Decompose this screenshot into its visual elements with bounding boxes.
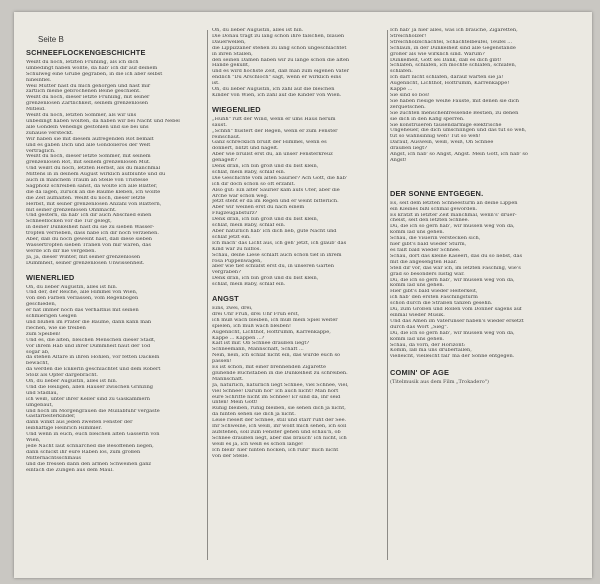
lyric-line: Es, seit dem letzten Schneesturm an deine Lippen: [390, 200, 518, 206]
lyric-line: schlaf, mein Baby, schlaf ein.: [212, 169, 286, 175]
lyric-line: komm lad uns gehen.: [390, 283, 445, 289]
lyric-line: da werden die Enkerln geschlachtet und dem Robert: [26, 367, 161, 373]
lyric-line: Aber wie brüllst erst du, an unser Fensterkreuz: [212, 152, 333, 158]
lyric-line: spielen, ich muß wach bleiben!: [212, 323, 291, 329]
lyric-line: Dummheit, seiner grenzenlosen Unwissenheit.: [26, 260, 145, 266]
lyric-line: Ruhig bleiben, ruhig bleiben, sie sehen dich ja nicht,: [212, 406, 346, 412]
lyric-line: und die fressen dann den armen Schweinen ganz: [26, 461, 152, 467]
lyric-line: von der Stelle.: [212, 453, 249, 459]
lyric-line: und Stadlau,: [26, 390, 59, 396]
lyric-line: mit seiner grenzenlosen Ohnmacht.: [26, 207, 117, 213]
lyric-line: Kinder von Wien, ich zähl auf die Kinder von Wien.: [212, 92, 342, 98]
column-divider: [387, 30, 388, 560]
lyric-line: schlafen.: [390, 69, 413, 75]
lyric-line: dann winkt aus jeden zweiten Fenster der: [26, 420, 133, 426]
lyric-line: endlich "Du Arschloch" sagt, wenn er wirklich eins: [212, 75, 342, 81]
lyric-line: schmierigen Geigen: [26, 314, 77, 320]
lyric-line: Weißt du noch, dieser letzte Sommer, mit seinem: [26, 154, 151, 160]
lyric-line: grenzenlosen Rot, mit seinem grenzenlosen Mut.: [26, 160, 151, 166]
lyric-line: Wassertropfen sieben Tränen von mir waren, das: [26, 243, 151, 248]
song-lyrics: [390, 201, 580, 360]
lyric-line: Kappe ...: [390, 87, 413, 93]
lyric-line: Jetzt steht er da im Regen und er weint bitterlich.: [212, 199, 339, 205]
lyric-line: zärtlich meine gebrochenen Beine geschient.: [26, 89, 141, 95]
lyric-line: mit die angesengten Haar.: [390, 259, 458, 265]
lyric-line: Und die Heiligen, allen Häuser zwischen Grinzing: [26, 384, 153, 390]
lyric-line: Gastarbeiterkinder,: [26, 414, 76, 420]
song-title: DER SONNE ENTGEGEN.: [390, 188, 484, 198]
lyric-line: zuhause versteckt.: [26, 130, 74, 136]
lyric-line: hier gibt's bald wieder Sturm,: [390, 242, 467, 248]
song-lyrics: [390, 28, 580, 164]
lyric-line: riechen, wie sie treiben: [26, 325, 86, 331]
song-title: WIEGENLIED: [212, 104, 261, 114]
song-subtitle: (Titelmusik aus dem Film „Trokadero"): [390, 379, 490, 386]
lyric-line: die da lagen, zurück an die Bäume kleben, ich wollte: [26, 189, 161, 195]
lyric-line: schlaf, mein Baby, schlaf ein.: [212, 223, 286, 229]
lyric-line: Oh, du lieber Augustin, alles ist hin.: [26, 379, 118, 385]
lyric-line: Schau, die Visierin verstecken sich,: [390, 236, 481, 242]
lyric-line: Sie konstruieren tausendarmige elektrische: [390, 122, 502, 128]
lyric-line: genagelt?: [212, 158, 237, 164]
lyric-line: geschieden,: [26, 302, 57, 308]
lyric-line: drei Uhr Früh, drei Uhr Früh erst,: [212, 311, 300, 317]
song-lyrics: [212, 117, 386, 288]
lyric-line: Du, die ich so gern hab', wir müssen weg von da,: [390, 330, 515, 336]
lyric-line: Und weißt du noch, letzten Herbst, als du manchmal: [26, 166, 161, 172]
lyric-line: Mitleid.: [26, 107, 46, 113]
lyric-line: alle Gondeln Venedigs gestohlen und sie bei uns: [26, 124, 149, 130]
lyric-line: Stolz als Opfer dargebracht.: [26, 373, 99, 379]
lyric-line: da hinten sehen sie dich ja nicht.: [212, 412, 296, 418]
lyric-line: Streichhölzer!: [390, 33, 427, 39]
song-title: ANGST: [212, 294, 239, 304]
lyric-line: von den Farben verlassen, vom Regenbogen: [26, 296, 139, 302]
lyric-line: glühende Buchstaben in die Dunkelheit zu schreiben.: [212, 370, 348, 376]
lyric-line: den seinen Damen haben wir zu lange schon die alten: [212, 57, 350, 63]
lyric-line: komm lad uns gehen.: [390, 230, 445, 236]
lyric-line: unbedingt haben wollten, da haben wir bei Nacht und Nebel: [26, 118, 180, 124]
lyric-line: Sie züchten menschenfressende Bestien, zu denen: [390, 110, 519, 116]
lyric-line: Aber, daß du noch geweint hast, daß diese sieben: [26, 237, 153, 243]
lyric-line: ich weiß, unter ihrer Keller sind zu Gaskammern: [26, 396, 151, 402]
lyric-line: Sie sind so bös!: [390, 92, 430, 98]
lyric-line: Denk dran, ich bin groß und du bist klein,: [212, 217, 319, 223]
lyric-line: Du, die ich so gern hab', wir müssen weg von da,: [390, 224, 515, 230]
lyric-line: Nein, nein, ich schlaf nicht ein, das würde euch so: [212, 353, 341, 359]
lyric-line: Und es, die alten, bleichen Menschen dieser Stadt,: [26, 337, 156, 343]
lyric-line: reinschaut.: [212, 134, 241, 140]
lyric-line: Wir haben sie mit diesem aufregenden Rot bemalt: [26, 136, 154, 142]
column-2: [212, 28, 386, 578]
lyric-line: sogar ab,: [26, 349, 50, 355]
lyric-line: in deiner Dunkelheit hast du sie zu sieben Wasser-: [26, 225, 155, 231]
lyric-line: Augenlicht, Lichthof, Hoftrumm, Karrenkappe!: [390, 81, 510, 87]
lyric-line: jede Nacht laut schnarched die Besoffenen liegen,: [26, 444, 154, 449]
song-lyrics: [212, 306, 386, 460]
lyric-line: Weißt du noch, letzten Sommer, als wir uns: [26, 113, 137, 119]
song-lyrics: [212, 28, 386, 99]
lyric-line: Schlafen, schlafen, ich möchte schlafen, schlafen,: [390, 63, 517, 69]
lyric-line: ein Kleines bißl schmal geworden.: [390, 206, 478, 212]
lyric-line: schlaf, mein Baby, schlaf ein.: [212, 282, 286, 288]
lyric-line: Sägpholz schreiben sahst, da wollte ich alle Blätter,: [26, 183, 158, 189]
side-label: Seite B: [38, 35, 64, 44]
lyric-line: auch in manchem Traum an Stelle von Tristesse: [26, 178, 149, 184]
lyric-line: schlaf jetzt ein.: [212, 234, 251, 240]
lyric-line: zerquetschen.: [390, 104, 426, 110]
lyric-line: größer als wie wirklich sind. Warum?: [390, 51, 485, 57]
lyric-line: und hoch im Morgengrauen die Müllabfuhr vergaste: [26, 408, 160, 414]
lyric-line: Ich hab' ja hier alles, was ich brauche, Zigaretten,: [390, 28, 518, 33]
lyric-line: Flugzeugabsturz?: [212, 211, 258, 217]
lyric-line: donnert, blitzt und hagelt.: [212, 146, 279, 152]
song-lyrics: [26, 285, 202, 474]
lyric-line: „Schhh" flüstert der Regen, wenn er zum Fenster: [212, 128, 338, 134]
lyric-line: Hier gibt's bald wieder Helterkeit,: [390, 289, 478, 295]
lyric-line: Aber natürlich hab' ich dich lieb, gute Nacht und: [212, 229, 337, 234]
lyric-sheet: [14, 12, 592, 578]
lyric-line: aufstehen, soll zum Fenster gehen und schau'n, ob: [212, 430, 341, 435]
lyric-line: passen!: [212, 359, 232, 365]
lyric-line: Angst!: [390, 157, 407, 163]
lyric-line: Schau, da vorn, der Horizont:: [390, 342, 466, 348]
column-divider: [207, 30, 208, 560]
lyric-line: Herbst, mit seiner grenzenlosen Anzahl von Blättern,: [26, 201, 162, 207]
lyric-line: Du, zum Großen und Rollen vom Donner sagens auf: [390, 307, 522, 313]
lyric-line: saust.: [212, 122, 227, 128]
lyric-line: tropfen verrieben, dass habe ich dir noch verziehen.: [26, 231, 159, 237]
lyric-line: Ja, ja, dieser Winter, mit seiner grenzenlosen: [26, 254, 141, 260]
lyric-line: Und gestern, da hab' ich dir auch Abschied einen: [26, 213, 152, 219]
lyric-line: vielleicht, vielleicht fall' ma der Sonne entgegen.: [390, 354, 515, 360]
lyric-line: Ja, natürlich, natürlich liegt Schnee, viel Schnee, viel,: [212, 382, 349, 388]
lyric-line: Weißt du noch, dieser letzte Frühling, mit seiner: [26, 95, 150, 101]
lyric-line: die Zeit aufhalten. Weißt du noch, dieser letzte: [26, 195, 146, 201]
lyric-line: Kind war zu hilflos.: [212, 246, 261, 252]
lyric-line: Stell dir vor, das war ich, im letzten Fasching, wie's: [390, 265, 521, 271]
lyric-line: vor ihrem Hab und ihrer Dummheit haut der Tod: [26, 343, 151, 349]
lyric-line: ich dir doch schon so oft erzählt.: [212, 181, 296, 187]
lyric-line: Kappe ... Kappen ...?: [212, 335, 265, 341]
lyric-line: Und der, der Reiche, alle Himmel von Wien,: [26, 290, 138, 296]
lyric-line: Streichholzschachtel, Schachtelbeufel, Teufel ...: [390, 39, 513, 45]
lyric-line: rosa Puppenwagen,: [212, 258, 262, 264]
lyric-line: Eins, zwei, drei,: [212, 305, 253, 311]
lyric-line: Dauerwellen,: [212, 39, 246, 45]
lyric-line: Ich darf nicht schlafen, darauf warten sie ja!: [390, 75, 504, 81]
lyric-line: und es wird höchste Zeit, daß man zum eigenen Vater: [212, 69, 350, 75]
lyric-line: Es kratzt in letzter Zeit manchmal, wenn's' drüer-: [390, 212, 517, 218]
lyric-line: da stehen Altare in ihren Höhlen, vor fetten Dackeln: [26, 355, 160, 361]
lyric-line: und blühen im Prater die Bäume, dann kann man: [26, 319, 152, 325]
lyric-line: Denk dran, ich bin groß und du bist klein,: [212, 164, 319, 170]
lyric-line: Schulweg eine Grube gegraben, in die ich aber selbst: [26, 71, 163, 77]
lyric-line: verträglich.: [26, 148, 56, 154]
lyric-line: Mitternachtsschmaus: [26, 455, 81, 461]
lyric-line: Schneeflocken vor die Tür gelegt,: [26, 219, 112, 225]
lyric-line: Schau, dort das kleine Kaseerl, das du so liebst, das: [390, 253, 523, 259]
song-lyrics: [26, 60, 202, 267]
lyric-line: die Lippizzaner stehen zu lang schon ungeschlachtet: [212, 45, 347, 51]
lyric-line: Aber wir weinen erst du nach einem: [212, 205, 305, 211]
lyric-line: Augenlicht, Lichthof, Hoftrumm, Karrenkappe,: [212, 329, 331, 335]
lyric-line: aber wie tief schläfst erst du, in unseren Garten: [212, 264, 334, 270]
lyric-line: Kalt ist mir. Ob Schnee draußen liegt?: [212, 341, 310, 347]
lyric-line: er hat immer noch das Verhältnis mit seinen: [26, 308, 139, 314]
column-1: [26, 32, 202, 578]
lyric-line: zum Speiben!: [26, 331, 61, 337]
lyric-line: Oh, du lieber Augustin, ich zähl auf die bleichen: [212, 87, 335, 93]
lyric-line: grenzenlosen Zärtlichkeit, seinem grenzenlosen: [26, 101, 148, 107]
lyric-line: Und das Amen im Vaterunser haben's wieder ersetzt: [390, 318, 524, 324]
lyric-line: einmal wieder Musik.: [390, 312, 445, 318]
lyric-line: Ihr Schweine, ich weiß, ihr wollt mich sehen, ich soll: [212, 424, 347, 430]
lyric-line: Weißt du noch, letzten Frühling, als ich dich: [26, 59, 139, 65]
lyric-line: Also gut: Ein alter Saurier kam aufs Ufer, aber die: [212, 187, 340, 193]
lyric-line: Sie haben riesige weiße Fäuste, mit denen sie dich: [390, 98, 519, 104]
song-title: WIENERLIED: [26, 272, 75, 282]
column-3: [390, 28, 580, 578]
lyric-line: bewacht,: [26, 361, 50, 367]
lyric-line: „Huhh" ruft der Wind, wenn er ums Haus herum: [212, 116, 336, 122]
lyric-line: Schau, deine Liese schläft auch schon tief in ihrem: [212, 252, 342, 258]
lyric-line: weiß es ja, ich weiß es schon lange!: [212, 441, 304, 447]
lyric-line: Angst, ich hab' so Angst, Angst. Mein Gott, ich hab' so: [390, 152, 528, 158]
lyric-line: ist.: [212, 81, 220, 87]
lyric-line: in ihren Ställen,: [212, 51, 253, 57]
lyric-line: Oh, du lieber Augustin, alles ist hin.: [26, 284, 118, 290]
lyric-line: umgebaut,: [26, 402, 54, 408]
lyric-line: Und wenn in euch, euch bleichen alten Gasserln von: [26, 432, 160, 438]
lyric-line: Schnee draußen liegt, aber das brauch' ich nicht, ich: [212, 435, 347, 441]
lyric-line: draußen liegt?: [390, 146, 427, 152]
lyric-line: durch das Wort „Sieg".: [390, 324, 449, 330]
lyric-line: dann schickt ihr eure Raben los, zum großen: [26, 449, 141, 455]
lyric-line: Schlaun, in der Dunkelheit sind alle Gegenstände: [390, 45, 516, 51]
lyric-line: Es ist schon, mit einer brennenden Zigarette: [212, 365, 326, 371]
lyric-line: chelst, seit den letzten Schnee.: [390, 218, 470, 224]
lyric-line: Wien,: [26, 438, 41, 444]
lyric-line: Denk dran, ich bin groß und du bist klein,: [212, 276, 319, 282]
lyric-line: umbedingt haben wollte, da hab' ich dir auf deinem: [26, 65, 158, 71]
lyric-line: eure Schritte nicht im Schnee! Er sind da, Ihr seid: [212, 394, 341, 400]
lyric-line: unten! Mein Gott!: [212, 400, 258, 406]
lyric-line: Mannschaft.: [212, 376, 244, 382]
lyric-line: Dunkelheit, Gott sei Dank, daß es dich gibt!: [390, 57, 502, 63]
lyric-line: Schneemann, Mannschaft, Schaft ...: [212, 347, 304, 353]
lyric-line: Die Geschichte vom alten Saurier? Ach Gott, die hab': [212, 175, 348, 181]
lyric-line: Ungeheuer, die dich umschlingen und das tut so weh,: [390, 128, 527, 134]
lyric-line: komm lad uns gehen.: [390, 336, 445, 342]
lyric-line: Hände geküßt,: [212, 63, 250, 69]
lyric-line: viel Schnee! Darum hör' ich auch nicht! Man hört: [212, 388, 339, 394]
lyric-line: grad so besonders lustig war.: [390, 271, 465, 277]
lyric-line: einfach die Zungen aus dem Maul.: [26, 467, 114, 473]
lyric-line: schon durch die Straßen tanzen gesehn.: [390, 301, 493, 307]
song-title: COMIN' OF AGE: [390, 368, 450, 378]
lyric-line: es fällt bald wieder Schnee.: [390, 248, 461, 253]
lyric-line: leibhaftige Heinrich Himmler.: [26, 426, 102, 432]
lyric-line: Ich mach' das Licht aus, ich geh' jetzt, ich glaub' das: [212, 240, 347, 246]
lyric-line: Oh, du lieber Augustin, alles ist hin.: [212, 28, 304, 33]
lyric-line: ich muß wach bleiben, ich muß mein Spiel weiter: [212, 317, 338, 323]
song-title: SCHNEEFLOCKENGESCHICHTE: [26, 48, 146, 57]
lyric-line: Mittens in in deinem August wirklich aufblühte und du: [26, 172, 166, 178]
lyric-line: Du, die ich so gern hab', wir müssen weg von da,: [390, 277, 515, 283]
lyric-line: Leise rieselt der Schnee, still und starr ruht der See.: [212, 418, 347, 424]
lyric-line: hineinfiel.: [26, 77, 52, 83]
lyric-line: Darauf, Auswein, weiß, weiß, Oh Schnee: [390, 140, 494, 146]
lyric-line: Arche war schon weg.: [212, 193, 269, 199]
lyric-line: ich hab' den ersten Faschingsturm: [390, 295, 478, 301]
lyric-line: werde ich dir nie vergeben.: [26, 248, 97, 254]
lyric-line: sie dich in den Käfig sperren.: [390, 116, 465, 122]
lyric-line: Ganz schrecklich brüllt der Himmel, wenn es: [212, 140, 327, 146]
lyric-line: vergraben?: [212, 270, 241, 276]
lyric-line: und es gaben Dich und alle Gondolieros der Welt: [26, 142, 151, 148]
lyric-line: Ich bleib' hier hinten hocken, ich rühr' mich nicht: [212, 447, 339, 453]
lyric-line: Weil Mutter hast du mich gehorgen und hast mir: [26, 83, 151, 89]
lyric-line: Die Donau trägt zu lang schon ihre falschen, blauen: [212, 33, 345, 39]
lyric-line: Komm, laß ma uns drüberfallen,: [390, 348, 472, 354]
lyric-line: tut so wahnsinnig weh! Tut so weh!: [390, 134, 481, 140]
